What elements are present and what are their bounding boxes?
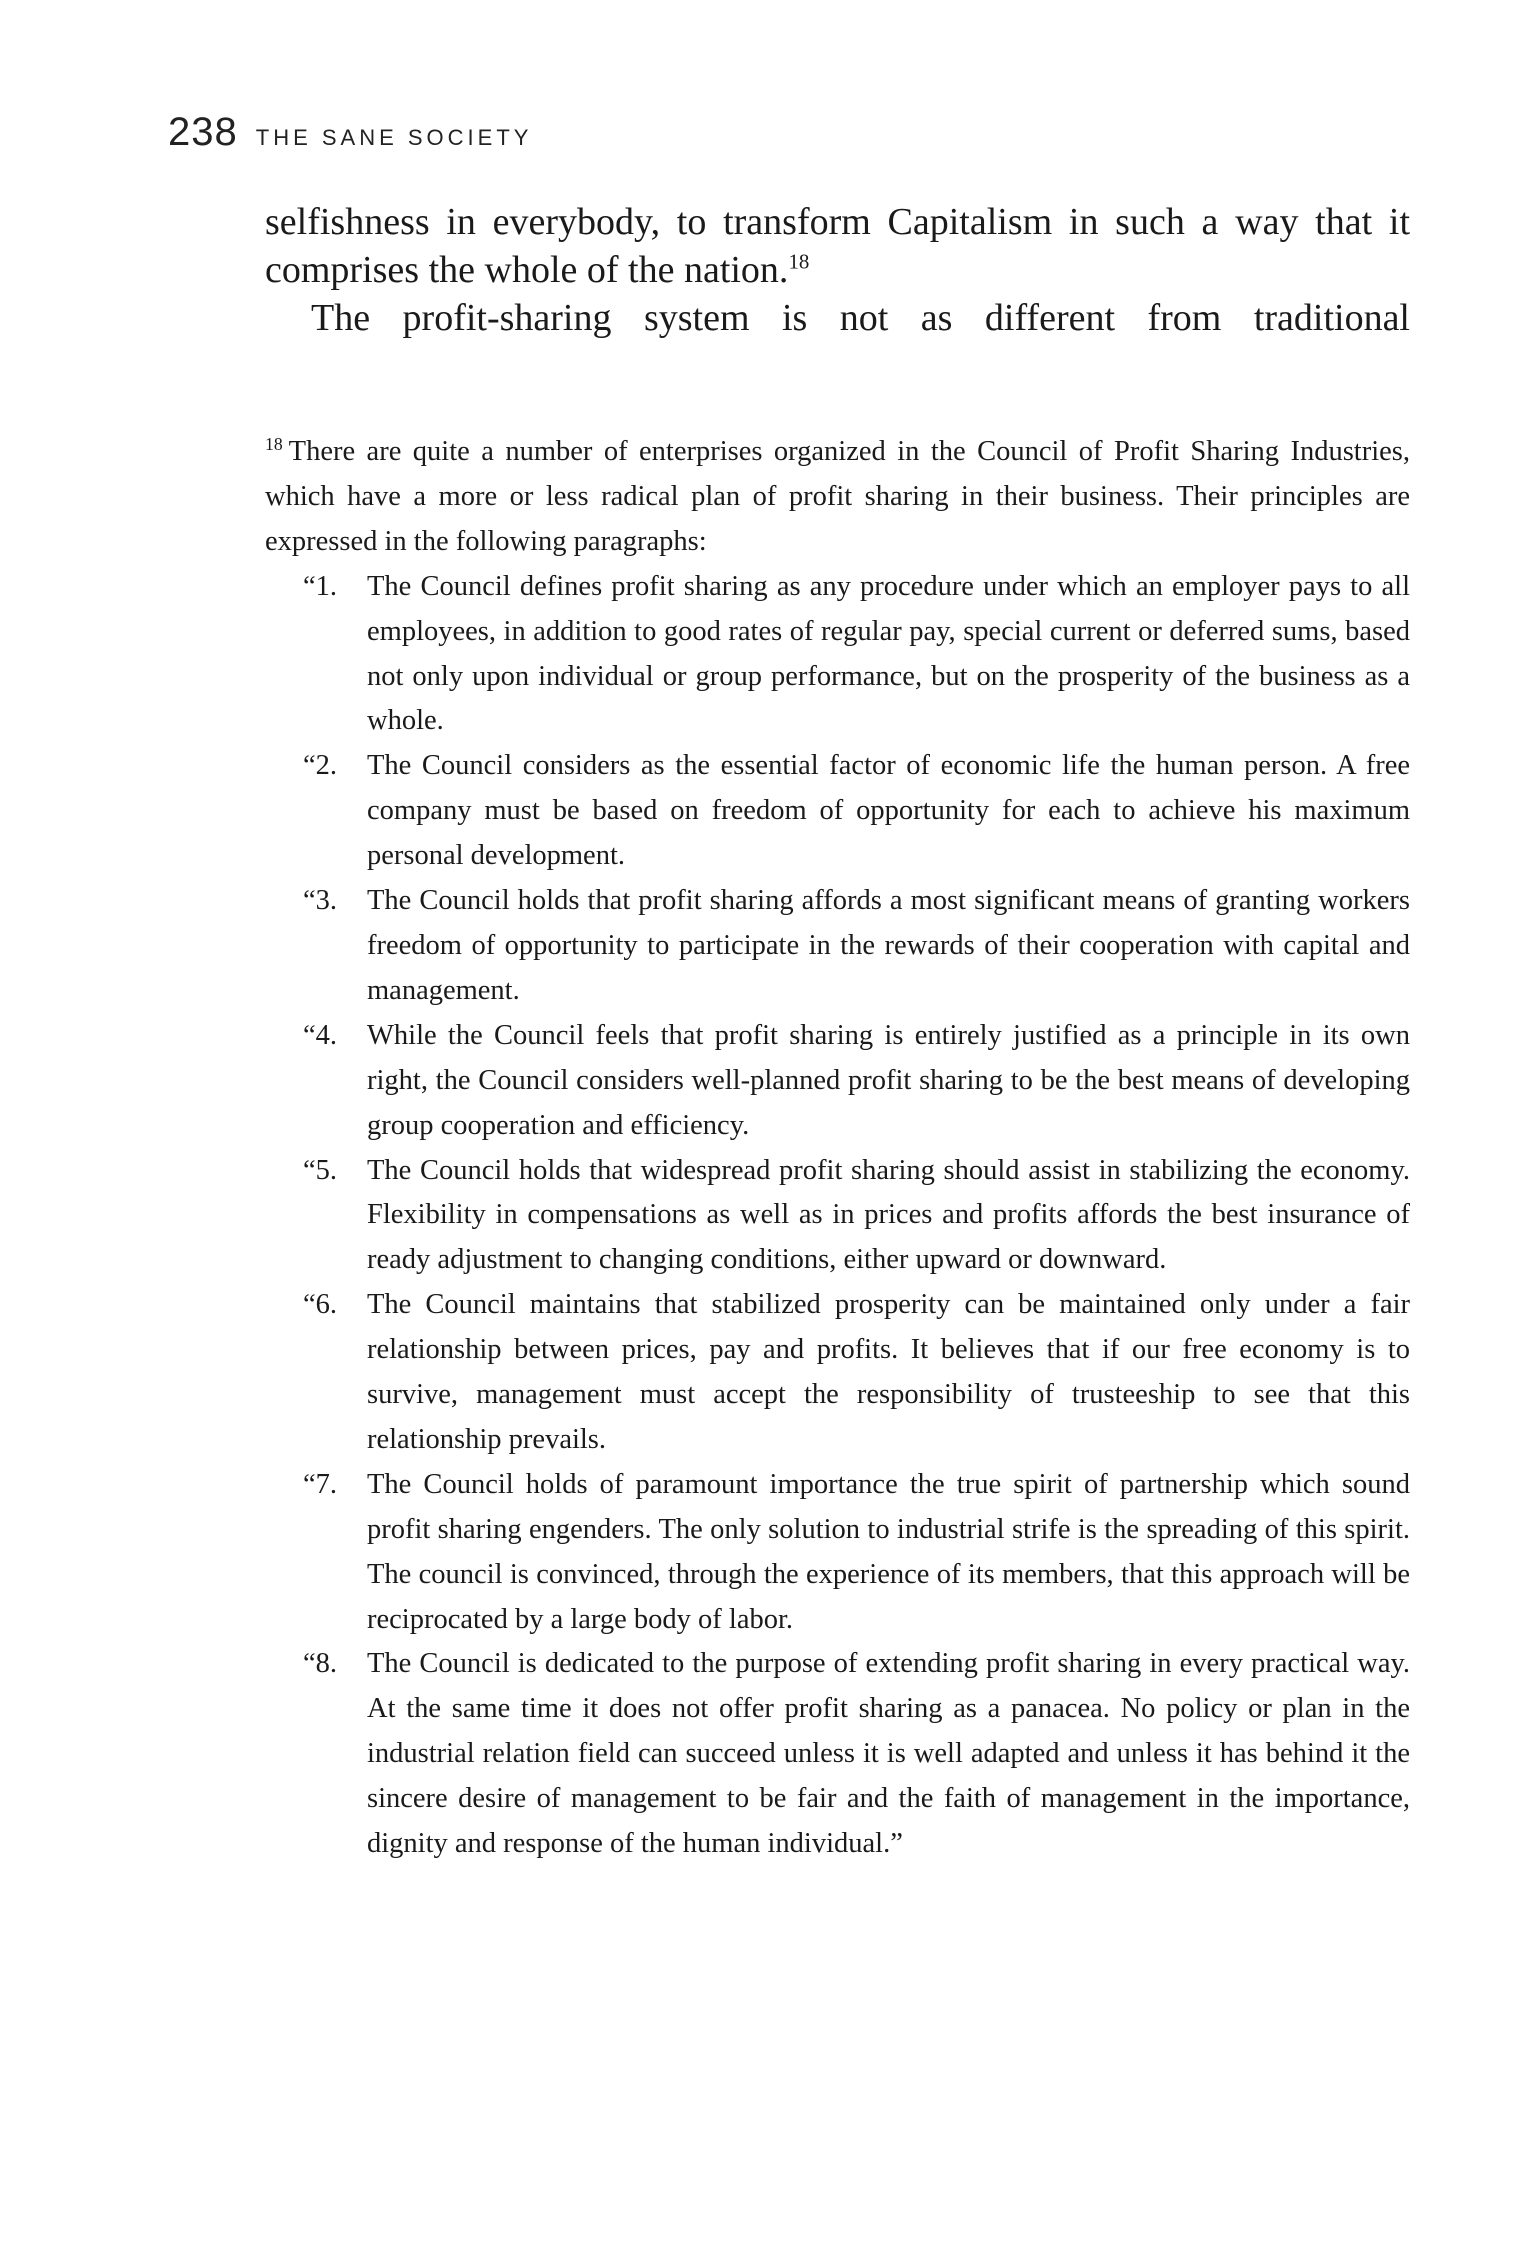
principle-text: The Council holds of paramount importance the true spirit of partnership which sound profit sharing engenders. The only solution to industrial strife is the spreading of this spirit. The council is convinced, through the experience of its members, that this approach will be reciprocated by a large body of labor. (367, 1468, 1410, 1635)
principle-number: “4. (303, 1019, 338, 1051)
principle-number: “3. (303, 885, 338, 917)
footnote-reference: 18 (788, 249, 810, 274)
principle-text: The Council holds that widespread profit sharing should assist in stabilizing the economy. Flexibility in compensations as well as in prices and profits affords the best insurance of ready adjustment to changing conditions, either upward or downward. (367, 1154, 1410, 1276)
principle-number: “7. (303, 1468, 338, 1500)
page-number: 238 (168, 110, 238, 154)
principle-item (265, 1014, 1410, 1149)
principle-item (265, 1283, 1410, 1463)
principle-text: The Council holds that profit sharing affords a most significant means of granting workers freedom of opportunity to participate in the rewards of their cooperation with capital and management. (367, 885, 1410, 1006)
principle-text: While the Council feels that profit sharing is entirely justified as a principle in its own right, the Council considers well-planned profit sharing to be the best means of developing group cooperation and efficiency. (367, 1019, 1410, 1141)
paragraph-1-text: selfishness in everybody, to transform Capitalism in such a way that it comprises the whole of the nation. (265, 201, 1410, 291)
principle-number: “5. (303, 1154, 338, 1186)
principle-number: “8. (303, 1648, 338, 1680)
principle-item (265, 744, 1410, 879)
principle-text: The Council defines profit sharing as any procedure under which an employer pays to all employees, in addition to good rates of regular pay, special current or deferred sums, based not only upon individual or group performance, but on the prosperity of the business as a whole. (367, 570, 1410, 737)
principle-text: The Council is dedicated to the purpose of extending profit sharing in every practical way. At the same time it does not offer profit sharing as a panacea. No policy or plan in the industrial relation field can succeed unless it is well adapted and unless it has behind it the sincere desire of management to be fair and the faith of management in the importance, dignity and response of the human individual.” (367, 1648, 1410, 1860)
main-text (265, 198, 1410, 342)
principle-number: “2. (303, 750, 338, 782)
running-head (168, 110, 532, 155)
principle-item (265, 565, 1410, 745)
principle-number: “6. (303, 1289, 338, 1321)
footnote (265, 430, 1410, 1867)
principle-item (265, 1149, 1410, 1284)
principle-item (265, 1463, 1410, 1643)
principle-text: The Council considers as the essential factor of economic life the human person. A free company must be based on freedom of opportunity for each to achieve his maximum personal development. (367, 750, 1410, 872)
principle-item (265, 1642, 1410, 1867)
paragraph-2: The profit-sharing system is not as different from traditional (311, 297, 1410, 339)
principle-text: The Council maintains that stabilized prosperity can be maintained only under a fair relationship between prices, pay and profits. It believes that if our free economy is to survive, management must accept the responsibility of trusteeship to see that this relationship prevails. (367, 1289, 1410, 1455)
book-title: THE SANE SOCIETY (255, 125, 533, 150)
principles-list (265, 565, 1410, 1867)
principle-item (265, 879, 1410, 1014)
paragraph-1 (265, 198, 1410, 294)
footnote-intro-text: There are quite a number of enterprises organized in the Council of Profit Sharing Industries, which have a more or less radical plan of profit sharing in their business. Their principles are expressed in the following paragraphs: (265, 436, 1410, 557)
footnote-intro (265, 430, 1410, 565)
footnote-marker: 18 (265, 433, 283, 454)
principle-number: “1. (303, 570, 338, 602)
